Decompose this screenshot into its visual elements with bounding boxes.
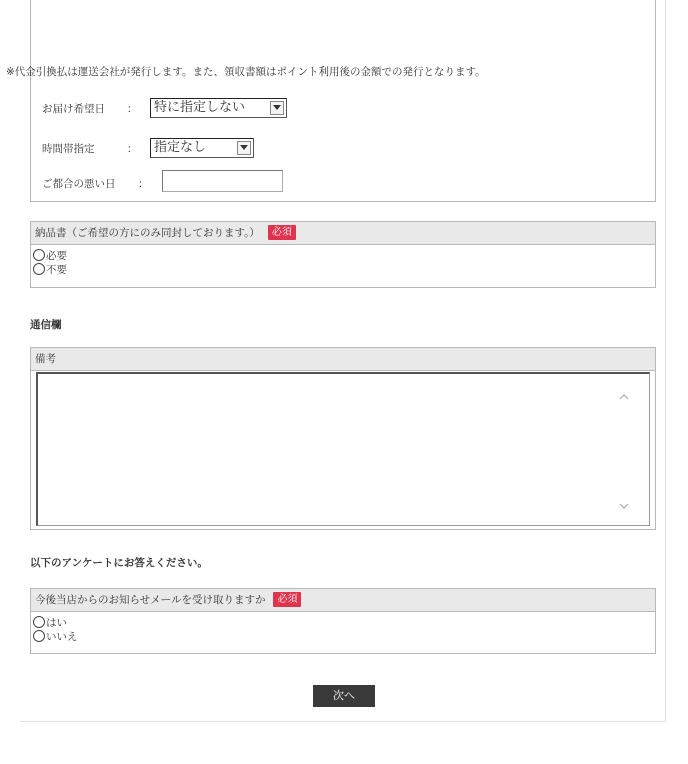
invoice-option-required[interactable] — [31, 249, 655, 263]
chevron-down-icon[interactable] — [270, 101, 284, 115]
radio-button[interactable] — [33, 249, 45, 261]
delivery-date-label: お届け希望日 — [42, 103, 105, 115]
time-slot-label: 時間帯指定 — [42, 143, 95, 155]
radio-button[interactable] — [33, 630, 45, 642]
invoice-header — [31, 222, 655, 245]
remarks-label: 備考 — [35, 353, 56, 365]
invoice-option-label: 不要 — [46, 264, 67, 276]
next-button[interactable]: 次へ — [313, 685, 375, 707]
unavailable-day-colon: ： — [138, 178, 149, 190]
required-badge: 必須 — [273, 592, 301, 607]
unavailable-day-input[interactable] — [162, 170, 283, 192]
survey-option-label: いいえ — [46, 631, 78, 643]
remarks-textarea[interactable] — [36, 372, 650, 526]
unavailable-day-label: ご都合の悪い日 — [42, 178, 116, 190]
invoice-option-not-required[interactable] — [31, 263, 655, 277]
scroll-down-icon[interactable] — [619, 501, 629, 511]
time-slot-select[interactable] — [150, 138, 254, 158]
survey-option-yes[interactable] — [31, 616, 655, 630]
survey-option-no[interactable] — [31, 630, 655, 644]
time-slot-value: 指定なし — [154, 140, 207, 155]
survey-question: 今後当店からのお知らせメールを受け取りますか — [35, 594, 266, 606]
invoice-option-label: 必要 — [46, 250, 67, 262]
radio-button[interactable] — [33, 616, 45, 628]
delivery-options-panel — [30, 0, 656, 202]
receipt-note: ※代金引換払は運送会社が発行します。また、領収書額はポイント利用後の金額での発行となります。 — [6, 66, 486, 78]
radio-button[interactable] — [33, 263, 45, 275]
delivery-date-select[interactable] — [150, 98, 287, 118]
remarks-header — [31, 348, 655, 371]
chevron-down-icon[interactable] — [237, 141, 251, 155]
required-badge: 必須 — [268, 225, 296, 240]
survey-option-label: はい — [46, 617, 67, 629]
communication-heading: 通信欄 — [30, 319, 62, 331]
survey-heading: 以下のアンケートにお答えください。 — [30, 557, 208, 569]
scroll-up-icon[interactable] — [619, 392, 629, 402]
invoice-section — [30, 221, 656, 288]
time-slot-colon: ： — [127, 143, 138, 155]
delivery-date-colon: ： — [127, 103, 138, 115]
survey-header — [31, 589, 655, 612]
invoice-title: 納品書（ご希望の方にのみ同封しております。） — [35, 227, 260, 239]
survey-section — [30, 588, 656, 654]
delivery-date-value: 特に指定しない — [154, 100, 246, 115]
